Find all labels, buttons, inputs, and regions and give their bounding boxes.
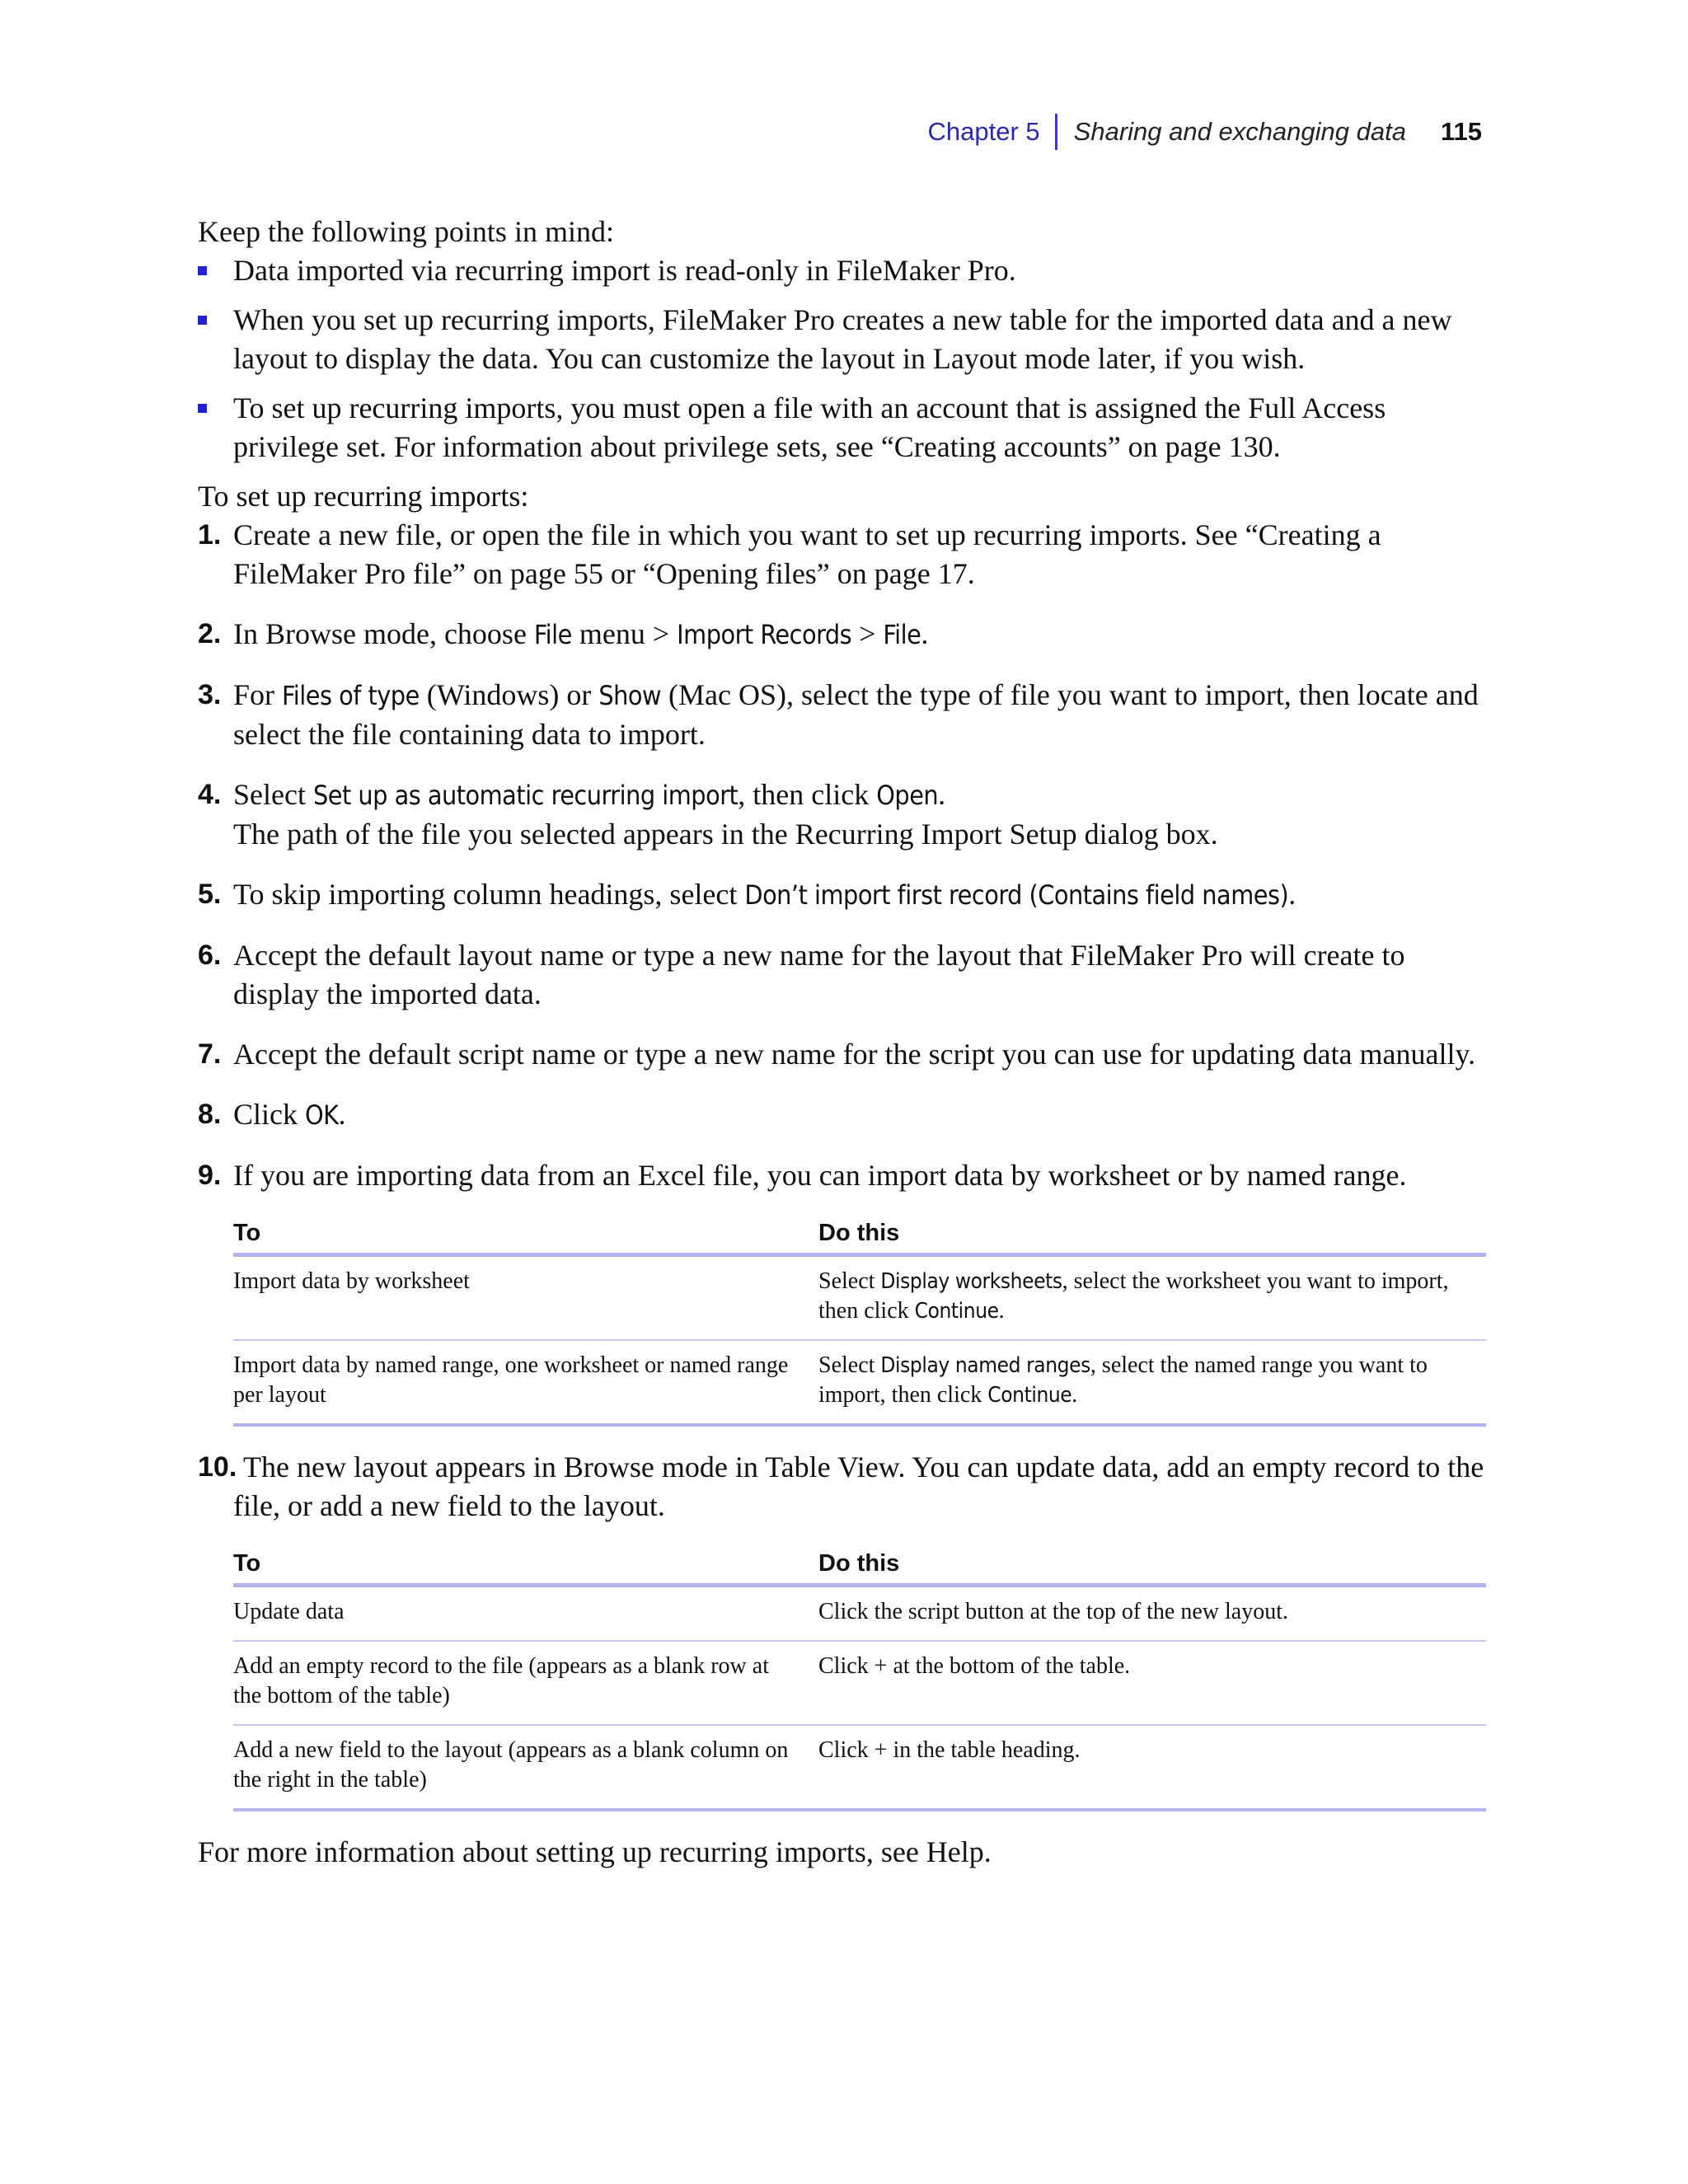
header-divider: [1055, 114, 1057, 150]
step-list: [198, 516, 1488, 1811]
step-5: 5. To skip importing column headings, select Don’t import first record (Contains field names).: [198, 875, 1488, 915]
step-2: 2. In Browse mode, choose File menu > Import Records > File.: [198, 615, 1488, 654]
step-6: 6. Accept the default layout name or type a new name for the layout that FileMaker Pro will create to display the imported data.: [198, 936, 1488, 1014]
page-number: 115: [1440, 117, 1482, 146]
step-number: 8.: [198, 1099, 222, 1130]
closing-paragraph: For more information about setting up recurring imports, see Help.: [198, 1835, 992, 1868]
ui-term: Open: [876, 780, 939, 811]
column-header: Do this: [818, 1218, 1486, 1255]
layout-actions-table: [233, 1549, 1486, 1811]
ui-term: File: [883, 619, 921, 650]
square-bullet-icon: [198, 266, 207, 275]
table-cell: Add an empty record to the file (appears as a blank row at the bottom of the table): [233, 1641, 818, 1725]
step-number: 3.: [198, 679, 222, 710]
ui-term: Show: [598, 680, 661, 711]
ui-term: Import Records: [677, 619, 852, 650]
step-number: 2.: [198, 618, 222, 649]
step-number: 7.: [198, 1038, 222, 1070]
ui-term: Continue: [987, 1383, 1072, 1408]
column-header: To: [233, 1218, 818, 1255]
ui-term: Continue: [914, 1299, 999, 1324]
procedure-lead: To set up recurring imports:: [198, 480, 529, 513]
chapter-label: Chapter 5: [927, 117, 1040, 146]
step-4: 4. Select Set up as automatic recurring import, then click Open. The path of the file you selected appears in the Recurring Import Setup dialog box.: [198, 776, 1488, 854]
list-item: To set up recurring imports, you must open a file with an account that is assigned the Full Access privilege set. For information about privilege sets, see “Creating accounts” on page 130.: [198, 389, 1488, 466]
ui-term: File: [533, 619, 572, 650]
step-1: 1. Create a new file, or open the file in which you want to set up recurring imports. See “Creating a FileMaker Pro file” on page 55 or “Opening files” on page 17.: [198, 516, 1488, 593]
step-number: 10.: [198, 1451, 237, 1483]
table-row: [233, 1586, 1486, 1642]
ui-term: Display worksheets: [880, 1269, 1062, 1294]
table-cell: Import data by worksheet: [233, 1255, 818, 1341]
table-cell: Click + in the table heading.: [818, 1725, 1486, 1810]
ui-term: Don’t import first record (Contains field names): [744, 879, 1289, 911]
ui-term: Files of type: [282, 680, 420, 711]
page-body: [198, 213, 1488, 1872]
step-number: 5.: [198, 879, 222, 910]
step-10: 10. The new layout appears in Browse mode in Table View. You can update data, add an empty record to the file, or add a new field to the layout. To Do this Update data Click the script button at the top of the new layout. Add an empty record to the file (appears as a blank row at the bottom of the table) Click + at the bottom of the table. Add a new field to the layout (appears as a blank column on the right in the table) Click + in the table heading.: [198, 1448, 1488, 1811]
table-row: [233, 1340, 1486, 1425]
list-item: Data imported via recurring import is read-only in FileMaker Pro.: [198, 251, 1488, 290]
ui-term: Display named ranges: [880, 1353, 1090, 1378]
list-item: When you set up recurring imports, FileMaker Pro creates a new table for the imported data and a new layout to display the data. You can customize the layout in Layout mode later, if you wish.: [198, 301, 1488, 378]
table-cell: Select Display worksheets, select the worksheet you want to import, then click Continue.: [818, 1255, 1486, 1341]
chapter-title: Sharing and exchanging data: [1073, 117, 1406, 146]
ui-term: Set up as automatic recurring import: [312, 780, 738, 811]
column-header: Do this: [818, 1549, 1486, 1586]
step-number: 4.: [198, 779, 222, 810]
step-8: 8. Click OK.: [198, 1095, 1488, 1135]
table-cell: Import data by named range, one worksheet or named range per layout: [233, 1340, 818, 1425]
ui-term: OK: [305, 1099, 339, 1131]
step-number: 6.: [198, 940, 222, 971]
bullet-list: [198, 251, 1488, 466]
table-cell: Add a new field to the layout (appears as a blank column on the right in the table): [233, 1725, 818, 1810]
table-row: [233, 1725, 1486, 1810]
step-note: The path of the file you selected appears in the Recurring Import Setup dialog box.: [233, 818, 1218, 851]
square-bullet-icon: [198, 404, 207, 413]
table-header-row: [233, 1218, 1486, 1255]
intro-paragraph: Keep the following points in mind:: [198, 215, 614, 248]
column-header: To: [233, 1549, 818, 1586]
step-number: 9.: [198, 1160, 222, 1191]
step-3: 3. For Files of type (Windows) or Show (Mac OS), select the type of file you want to import, then locate and select the file containing data to import.: [198, 676, 1488, 754]
table-cell: Select Display named ranges, select the named range you want to import, then click Continue.: [818, 1340, 1486, 1425]
step-7: 7. Accept the default script name or type a new name for the script you can use for updating data manually.: [198, 1035, 1488, 1074]
square-bullet-icon: [198, 316, 207, 325]
table-cell: Click the script button at the top of the new layout.: [818, 1586, 1486, 1642]
running-header: [928, 112, 1482, 152]
excel-import-table: [233, 1218, 1486, 1427]
table-cell: Click + at the bottom of the table.: [818, 1641, 1486, 1725]
table-cell: Update data: [233, 1586, 818, 1642]
table-row: [233, 1641, 1486, 1725]
step-number: 1.: [198, 519, 222, 551]
table-row: [233, 1255, 1486, 1341]
step-9: 9. If you are importing data from an Excel file, you can import data by worksheet or by named range. To Do this Import data by worksheet Select Display worksheets, select the worksheet you want to import, then click Continue. Import data by named range, one worksheet or named range per layout Select Display named ranges, select the named range you want to import, then click Continue.: [198, 1156, 1488, 1427]
table-header-row: [233, 1549, 1486, 1586]
